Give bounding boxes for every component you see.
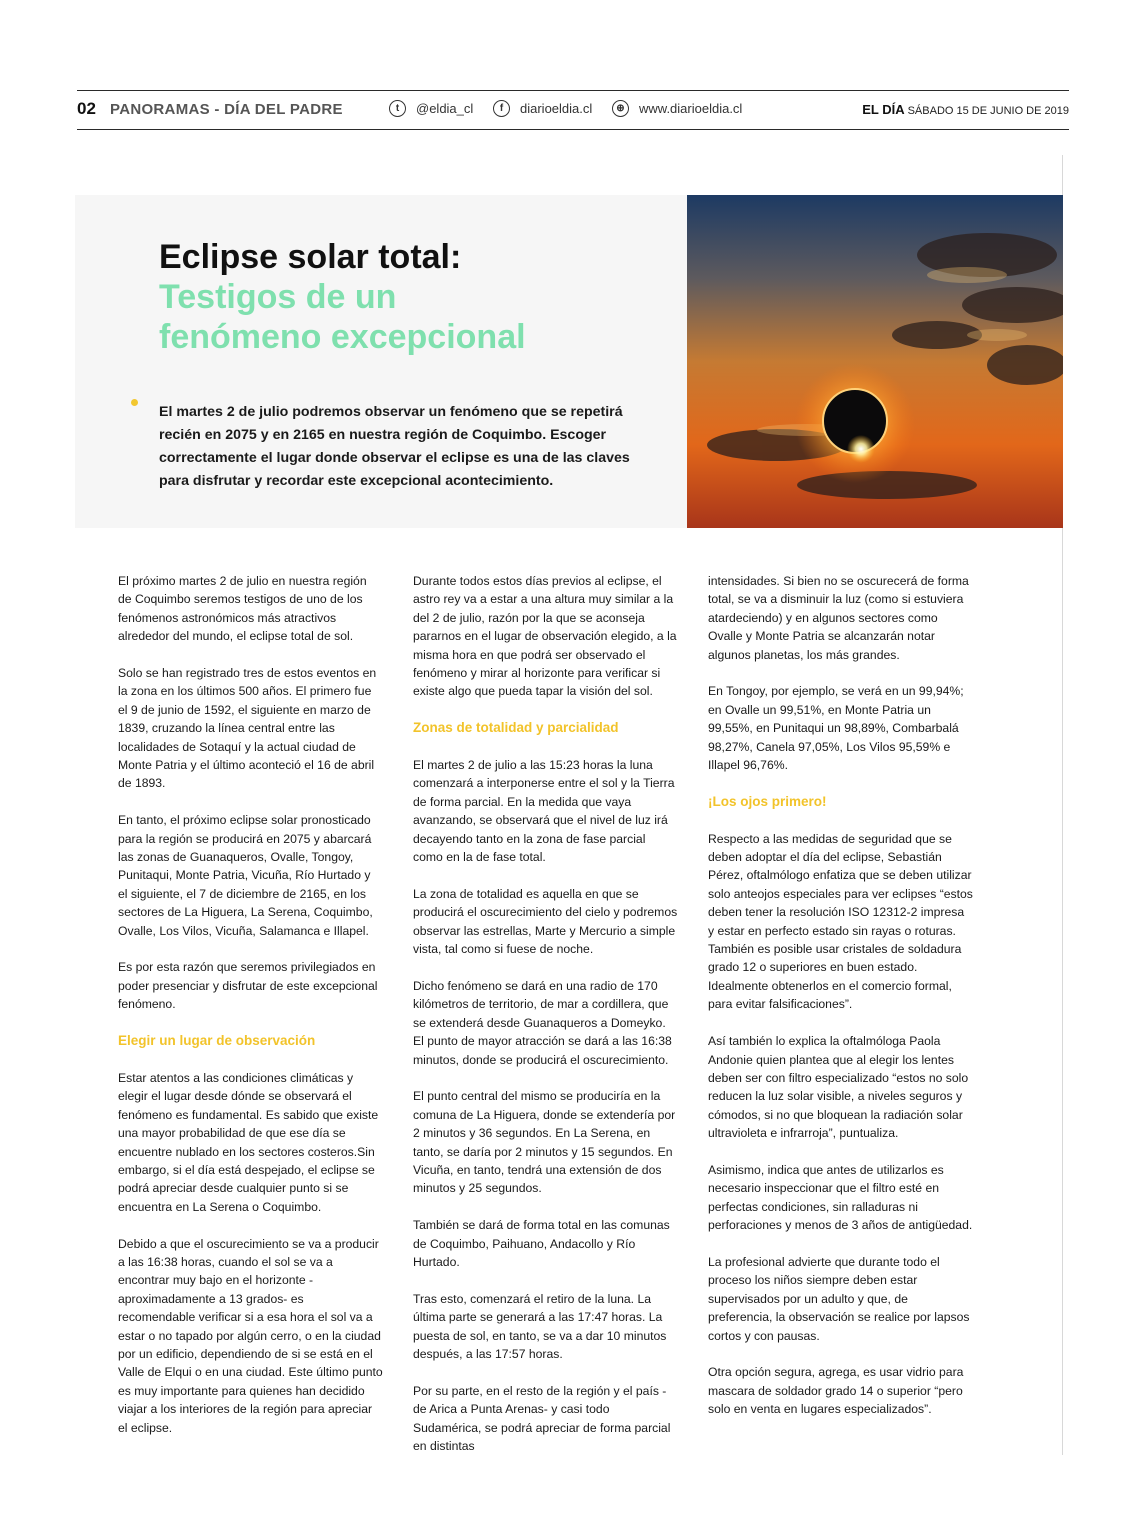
paragraph: Solo se han registrado tres de estos eventos en la zona en los últimos 500 años. El primero fue el 9 de junio de 1592, el siguiente en marzo de 1839, cruzando la línea central entre las localidades de Sotaquí y la actual ciudad de Monte Patria y el último aconteció el 16 de abril de 1893. [118,666,377,791]
article-title [159,237,526,357]
paragraph: Asimismo, indica que antes de utilizarlos es necesario inspeccionar que el filtro esté en perfectas condiciones, sin ralladuras ni perforaciones y menos de 3 años de antigüedad. [708,1162,973,1233]
paragraph: Otra opción segura, agrega, es usar vidrio para mascara de soldador grado 14 o superior “pero solo en venta en lugares especializados”. [708,1365,964,1417]
page-header [77,90,1069,130]
paragraph: La zona de totalidad es aquella en que se producirá el oscurecimiento del cielo y podremos observar las estrellas, Marte y Mercurio a simple vista, tal como si fuese de noche. [413,886,678,957]
globe-icon: ⊕ [612,100,629,117]
brand-name: EL DÍA [862,102,905,117]
title-line-2: Testigos de un [159,278,397,316]
paragraph: Estar atentos a las condiciones climáticas y elegir el lugar desde dónde se observará el fenómeno es fundamental. Es sabido que existe una mayor probabilidad de que ese día se encuentre nublado en los sectores costeros.Sin embargo, si el día está despejado, el eclipse se podrá apreciar desde cualquier punto si se encuentra en La Serena o Coquimbo. [118,1070,379,1214]
article-column-3 [708,572,973,1437]
issue-date: SÁBADO 15 DE JUNIO DE 2019 [907,105,1069,117]
paragraph: También se dará de forma total en las comunas de Coquimbo, Paihuano, Andacollo y Río Hurtado. [413,1218,670,1269]
paragraph: En Tongoy, por ejemplo, se verá en un 99,94%; en Ovalle un 99,51%, en Monte Patria un 99,55%, en Punitaqui un 98,89%, Combarbalá 98,27%, Canela 97,05%, Los Vilos 95,59% e Illapel 96,76%. [708,684,964,773]
paragraph: Es por esta razón que seremos privilegiados en poder presenciar y disfrutar de este excepcional fenómeno. [118,960,378,1012]
article-column-2 [413,572,678,1474]
paragraph: Dicho fenómeno se dará en una radio de 170 kilómetros de territorio, de mar a cordillera, que se extenderá desde Guanaqueros a Domeyko. El punto de mayor atracción se dará a las 16:38 minutos, donde se producirá el oscurecimiento. [413,978,672,1067]
paragraph: En tanto, el próximo eclipse solar pronosticado para la región se producirá en 2075 y abarcará las zonas de Guanaqueros, Ovalle, Tongoy, Punitaqui, Monte Patria, Vicuña, Río Hurtado y el siguiente, el 7 de diciembre de 2165, en los sectores de La Higuera, La Serena, Coquimbo, Ovalle, Los Vilos, Vicuña, Salamanca e Illapel. [118,813,373,938]
page-number: 02 [77,99,96,118]
facebook-icon: f [493,100,510,117]
twitter-handle[interactable]: @eldia_cl [416,101,474,116]
twitter-handle-group[interactable] [389,100,473,117]
title-line-3: fenómeno excepcional [159,318,526,356]
website-url[interactable]: www.diarioeldia.cl [639,101,743,116]
paragraph: Durante todos estos días previos al eclipse, el astro rey va a estar a una altura muy similar a la del 2 de julio, razón por la que se aconseja pararnos en el lugar de observación elegido, a la misma hora en que podrá ser observado el fenómeno y mirar al horizonte para verificar si existe algo que pueda tapar la visión del sol. [413,574,677,699]
twitter-icon: t [389,100,406,117]
article-column-1 [118,572,383,1455]
bullet-icon [131,399,138,406]
eclipse-photo [687,195,1063,528]
subhead-zonas: Zonas de totalidad y parcialidad [413,720,619,736]
paragraph: intensidades. Si bien no se oscurecerá de forma total, se va a disminuir la luz (como si estuviera atardeciendo) y en algunos sectores como Ovalle y Monte Patria se alcanzarán notar algunos planetas, los más grandes. [708,574,969,662]
facebook-group[interactable] [493,100,592,117]
paragraph: Debido a que el oscurecimiento se va a producir a las 16:38 horas, cuando el sol se va a encontrar muy bajo en el horizonte -aproximadamente a 13 grados- es recomendable verificar si a esa hora el sol va a estar o no tapado por algún cerro, o en la ciudad por un edificio, dependiendo de si se está en el Valle de Elqui o en una ciudad. Este último punto es muy importante para quienes han decidido viajar a los interiores de la región para apreciar el eclipse. [118,1236,383,1435]
subhead-observacion: Elegir un lugar de observación [118,1033,316,1049]
article-deck: El martes 2 de julio podremos observar un fenómeno que se repetirá recién en 2075 y en 2165 en nuestra región de Coquimbo. Escoger correctamente el lugar donde observar el eclipse es una de las claves para disfrutar y recordar este excepcional acontecimiento. [159,404,630,489]
paragraph: Así también lo explica la oftalmóloga Paola Andonie quien plantea que al elegir los lentes deben ser con filtro especializado “estos no solo reducen la luz solar visible, a niveles seguros y cómodos, si no que bloquean la radiación solar ultravioleta e infrarroja”, puntualiza. [708,1034,969,1141]
facebook-page[interactable]: diarioeldia.cl [520,101,593,116]
paragraph: El martes 2 de julio a las 15:23 horas la luna comenzará a interponerse entre el sol y la Tierra de forma parcial. En la medida que vaya avanzando, se observará que el nivel de luz irá decayendo tanto en la zona de fase parcial como en la de fase total. [413,758,675,865]
paragraph: Respecto a las medidas de seguridad que se deben adoptar el día del eclipse, Sebastián Pérez, oftalmólogo enfatiza que se deben utilizar solo anteojos especiales para ver eclipses “estos deben tener la resolución ISO 12312-2 impresa y estar en perfecto estado sin rayas o roturas. También es posible usar cristales de soldadura grado 12 o superiores en buen estado. Idealmente obtenerlos en el comercio formal, para evitar falsificaciones”. [708,831,973,1012]
paragraph: El punto central del mismo se produciría en la comuna de La Higuera, donde se extendería por 2 minutos y 36 segundos. En La Serena, en tanto, se daría por 2 minutos y 15 segundos. En Vicuña, en tanto, tendrá una extensión de dos minutos y 25 segundos. [413,1089,676,1196]
paragraph: El próximo martes 2 de julio en nuestra región de Coquimbo seremos testigos de uno de los fenómenos astronómicos más atractivos alrededor del mundo, el eclipse total de sol. [118,574,367,644]
masthead-date [862,102,1069,117]
section-title: PANORAMAS - DÍA DEL PADRE [110,101,343,118]
article-lead [75,195,687,528]
title-line-1: Eclipse solar total: [159,238,462,276]
subhead-ojos: ¡Los ojos primero! [708,793,827,809]
website-group[interactable] [612,100,742,117]
paragraph: Tras esto, comenzará el retiro de la luna. La última parte se generará a las 17:47 horas. La puesta de sol, en tanto, se va a dar 10 minutos después, a las 17:57 horas. [413,1291,667,1361]
paragraph: Por su parte, en el resto de la región y el país -de Arica a Punta Arenas- y casi todo Sudamérica, se podrá apreciar de forma parcial en distintas [413,1383,671,1453]
paragraph: La profesional advierte que durante todo el proceso los niños siempre deben estar supervisados por un adulto y que, de preferencia, la observación se realice por lapsos cortos y con pausas. [708,1254,970,1343]
